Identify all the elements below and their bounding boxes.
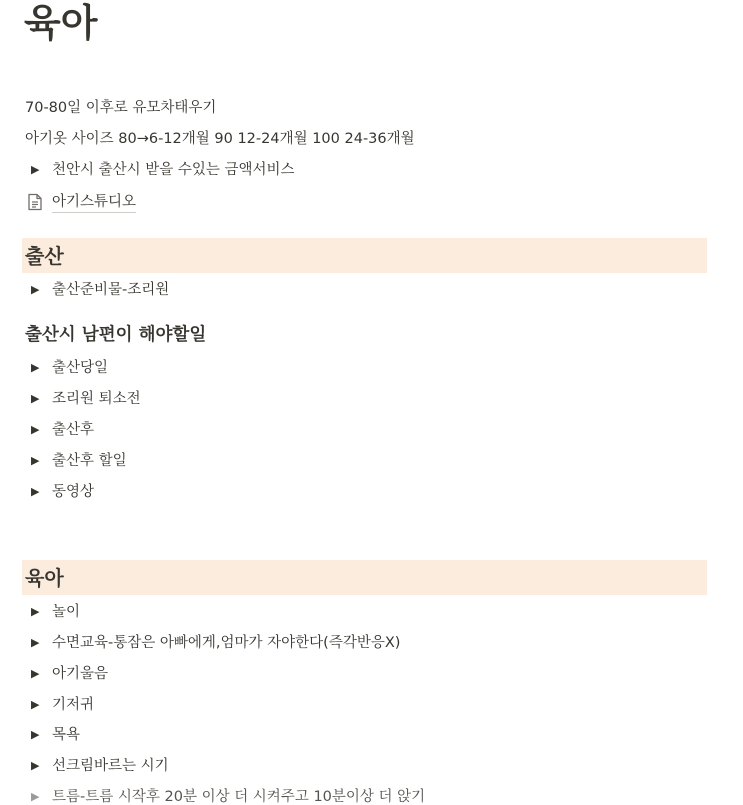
toggle-block-birth-supplies[interactable] bbox=[25, 278, 169, 302]
toggle-arrow-icon[interactable]: ▶ bbox=[31, 605, 40, 618]
page-title[interactable]: 육아 bbox=[24, 1, 98, 45]
toggle-arrow-icon[interactable]: ▶ bbox=[31, 667, 40, 680]
heading-birth-text: 출산 bbox=[25, 243, 64, 268]
toggle-arrow-icon[interactable]: ▶ bbox=[31, 485, 40, 498]
toggle-label: 아기울음 bbox=[52, 666, 109, 682]
toggle-arrow-icon[interactable]: ▶ bbox=[31, 163, 40, 176]
toggle-block-videos[interactable] bbox=[25, 480, 94, 504]
toggle-arrow-icon[interactable]: ▶ bbox=[31, 423, 40, 436]
toggle-arrow-icon[interactable]: ▶ bbox=[31, 283, 40, 296]
page-link-baby-studio[interactable] bbox=[27, 190, 136, 214]
toggle-label: 목욕 bbox=[52, 727, 81, 743]
toggle-label: 조리원 퇴소전 bbox=[52, 391, 141, 407]
heading-husband-tasks[interactable]: 출산시 남편이 해야할일 bbox=[25, 325, 207, 345]
toggle-arrow-icon[interactable]: ▶ bbox=[31, 454, 40, 467]
toggle-block-sleep-training[interactable] bbox=[25, 631, 400, 655]
toggle-block-cheonan-service[interactable] bbox=[25, 158, 295, 182]
toggle-block-diaper[interactable] bbox=[25, 693, 94, 717]
toggle-arrow-icon[interactable]: ▶ bbox=[31, 759, 40, 772]
toggle-block-burping[interactable] bbox=[25, 785, 425, 805]
toggle-block-after-birth[interactable] bbox=[25, 418, 94, 442]
toggle-label: 천안시 출산시 받을 수있는 금액서비스 bbox=[52, 162, 295, 178]
text-block-stroller[interactable]: 70-80일 이후로 유모차태우기 bbox=[25, 100, 217, 116]
toggle-block-baby-crying[interactable] bbox=[25, 662, 108, 686]
text-block-clothes-size[interactable]: 아기옷 사이즈 80→6-12개월 90 12-24개월 100 24-36개월 bbox=[25, 131, 415, 147]
toggle-block-before-discharge[interactable] bbox=[25, 387, 141, 411]
heading-parenting[interactable] bbox=[22, 560, 707, 595]
toggle-label: 동영상 bbox=[52, 484, 95, 500]
toggle-block-play[interactable] bbox=[25, 600, 80, 624]
toggle-label: 출산준비물-조리원 bbox=[52, 282, 170, 298]
toggle-label: 기저귀 bbox=[52, 697, 95, 713]
toggle-label: 출산당일 bbox=[52, 360, 109, 376]
toggle-arrow-icon[interactable]: ▶ bbox=[31, 361, 40, 374]
toggle-block-after-birth-todo[interactable] bbox=[25, 449, 127, 473]
toggle-block-bath[interactable] bbox=[25, 723, 80, 747]
toggle-block-birth-day[interactable] bbox=[25, 356, 108, 380]
page-link-label: 아기스튜디오 bbox=[52, 192, 136, 213]
toggle-label: 선크림바르는 시기 bbox=[52, 758, 169, 774]
page-icon bbox=[27, 193, 43, 211]
toggle-label: 출산후 할일 bbox=[52, 453, 127, 469]
toggle-arrow-icon[interactable]: ▶ bbox=[31, 728, 40, 741]
toggle-label: 수면교육-통잠은 아빠에게,엄마가 자야한다(즉각반응X) bbox=[52, 635, 401, 651]
toggle-arrow-icon[interactable]: ▶ bbox=[31, 392, 40, 405]
toggle-label: 출산후 bbox=[52, 422, 95, 438]
heading-birth[interactable] bbox=[22, 238, 707, 273]
toggle-arrow-icon[interactable]: ▶ bbox=[31, 698, 40, 711]
toggle-label: 트름-트름 시작후 20분 이상 더 시켜주고 10분이상 더 앉기 bbox=[52, 789, 426, 805]
toggle-label: 놀이 bbox=[52, 604, 81, 620]
toggle-block-sunscreen[interactable] bbox=[25, 754, 169, 778]
toggle-arrow-icon[interactable]: ▶ bbox=[31, 636, 40, 649]
heading-parenting-text: 육아 bbox=[25, 565, 64, 590]
toggle-arrow-icon[interactable]: ▶ bbox=[31, 790, 40, 803]
